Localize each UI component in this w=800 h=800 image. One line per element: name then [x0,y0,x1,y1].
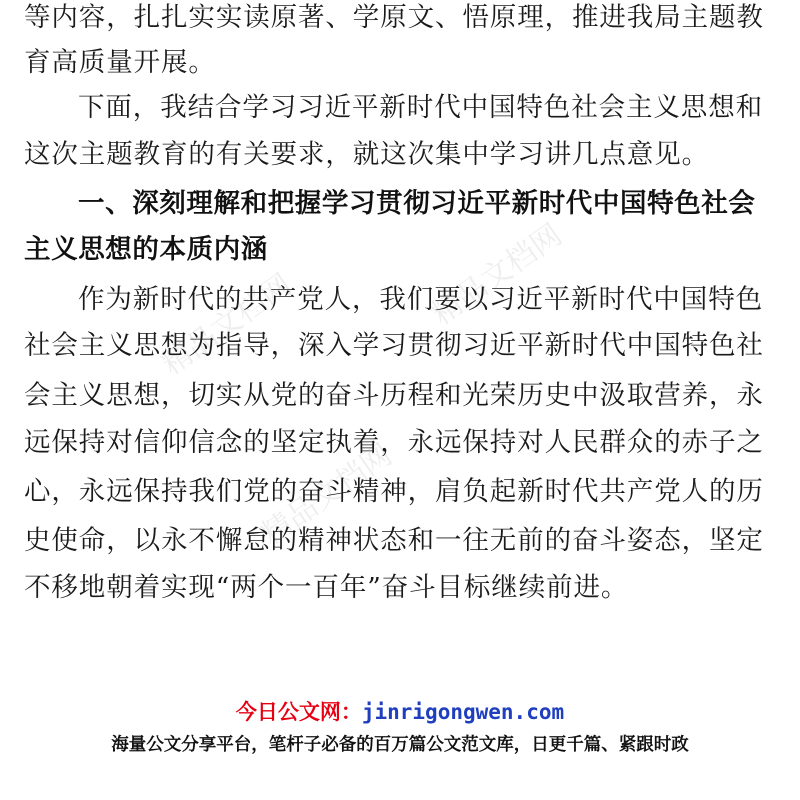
section-heading-line-2: 主义思想的本质内涵 [24,234,268,265]
paragraph-body-line-1: 作为新时代的共产党人，我们要以习近平新时代中国特色 [78,284,763,315]
footer-site-line [0,698,800,726]
paragraph-body-line-6: 史使命，以永不懈怠的精神状态和一往无前的奋斗姿态，坚定 [24,525,764,556]
paragraph-body-line-5: 心，永远保持我们党的奋斗精神，肩负起新时代共产党人的历 [24,476,764,507]
paragraph-body-line-7: 不移地朝着实现“两个一百年”奋斗目标继续前进。 [24,572,629,603]
paragraph-body-line-4: 远保持对信仰信念的坚定执着，永远保持对人民群众的赤子之 [24,427,764,458]
paragraph-intro-line-1: 下面，我结合学习习近平新时代中国特色社会主义思想和 [78,92,763,123]
watermark-1: 精品文档网 [155,267,299,383]
watermark-2: 精品文档网 [425,217,569,333]
watermark-3: 精品文档网 [255,437,399,553]
paragraph-continued-line-1: 等内容，扎扎实实读原著、学原文、悟原理，推进我局主题教 [24,2,764,33]
paragraph-body-line-3: 会主义思想，切实从党的奋斗历程和光荣历史中汲取营养，永 [24,380,764,411]
section-heading-line-1: 一、深刻理解和把握学习贯彻习近平新时代中国特色社会 [78,188,756,219]
footer-site-label: 今日公文网： [235,700,362,724]
paragraph-intro-line-2: 这次主题教育的有关要求，就这次集中学习讲几点意见。 [24,139,709,170]
paragraph-continued-line-2: 育高质量开展。 [24,47,216,78]
footer-tagline: 海量公文分享平台，笔杆子必备的百万篇公文范文库，日更千篇、紧跟时政 [111,735,689,755]
footer-site-url-link[interactable]: jinrigongwen.com [361,700,565,724]
paragraph-body-line-2: 社会主义思想为指导，深入学习贯彻习近平新时代中国特色社 [24,330,764,361]
